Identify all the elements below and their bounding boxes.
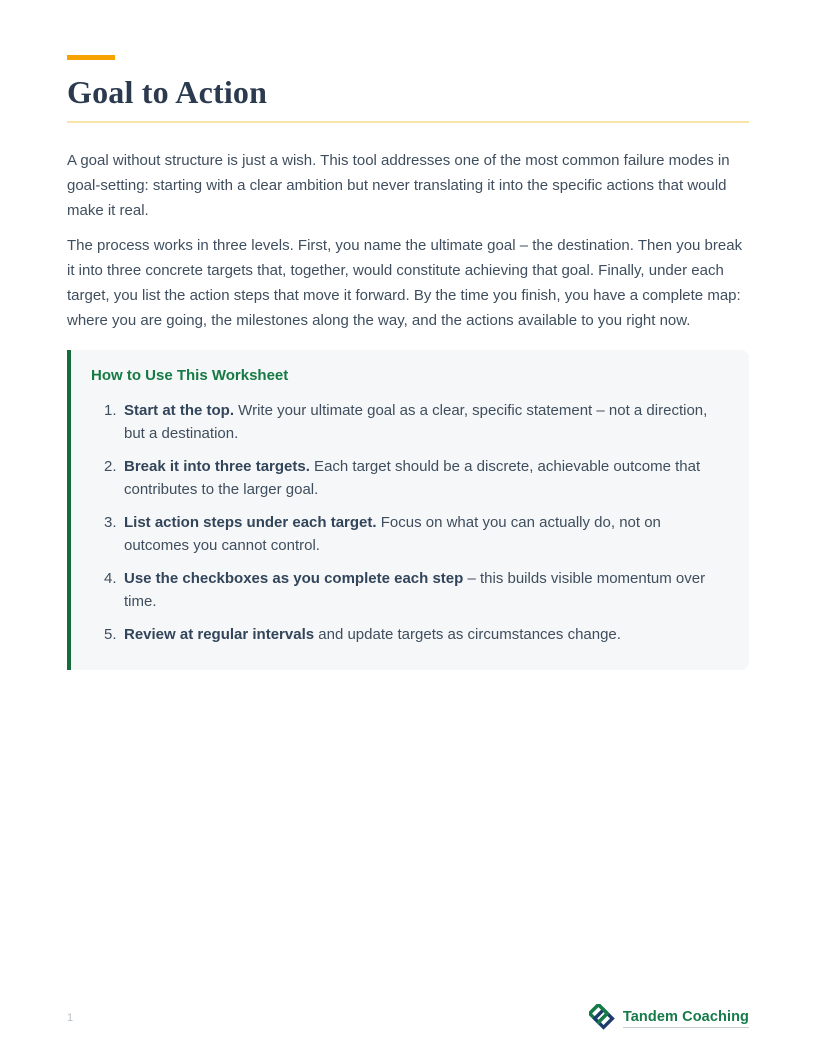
page-title: Goal to Action [67, 74, 268, 110]
instruction-item: List action steps under each target. Focus on what you can actually do, not on outcomes you cannot control. [124, 514, 661, 555]
instruction-item: Use the checkboxes as you complete each step – this builds visible momentum over time. [124, 570, 706, 611]
instruction-item: Review at regular intervals and update targets as circumstances change. [124, 626, 621, 644]
tandem-logo-icon [589, 1004, 616, 1032]
callout-title: How to Use This Worksheet [91, 367, 289, 385]
instruction-lead: Review at regular intervals [124, 626, 315, 644]
instruction-lead: Use the checkboxes as you complete each step [124, 570, 464, 588]
accent-bar [67, 55, 115, 60]
instruction-item: Break it into three targets. Each target should be a discrete, achievable outcome that contributes to the larger goal. [124, 458, 701, 499]
page-number: 1 [67, 1012, 74, 1024]
instruction-item: Start at the top. Write your ultimate goal as a clear, specific statement – not a direction, but a destination. [124, 402, 708, 443]
instruction-lead: Start at the top. [124, 402, 235, 420]
instruction-lead: List action steps under each target. [124, 514, 377, 532]
intro-paragraph-1: A goal without structure is just a wish. This tool addresses one of the most common failure modes in goal-setting: starting with a clear ambition but never translating it into the specific actions that would make it real. [67, 152, 730, 220]
intro-paragraph-2: The process works in three levels. First, you name the ultimate goal – the destination. Then you break it into three concrete targets that, together, would constitute achieving that goal. Finally, under each target, you list the action steps that move it forward. By the time you finish, you have a complete map: where you are going, the milestones along the way, and the actions available to you right now. [67, 237, 743, 330]
brand-name: Tandem Coaching [623, 1009, 749, 1028]
brand-logo [589, 1004, 749, 1032]
page-footer [67, 1004, 749, 1032]
title-underline [67, 121, 749, 123]
how-to-callout [67, 350, 749, 670]
instructions-list [91, 399, 725, 646]
instruction-lead: Break it into three targets. [124, 458, 310, 476]
